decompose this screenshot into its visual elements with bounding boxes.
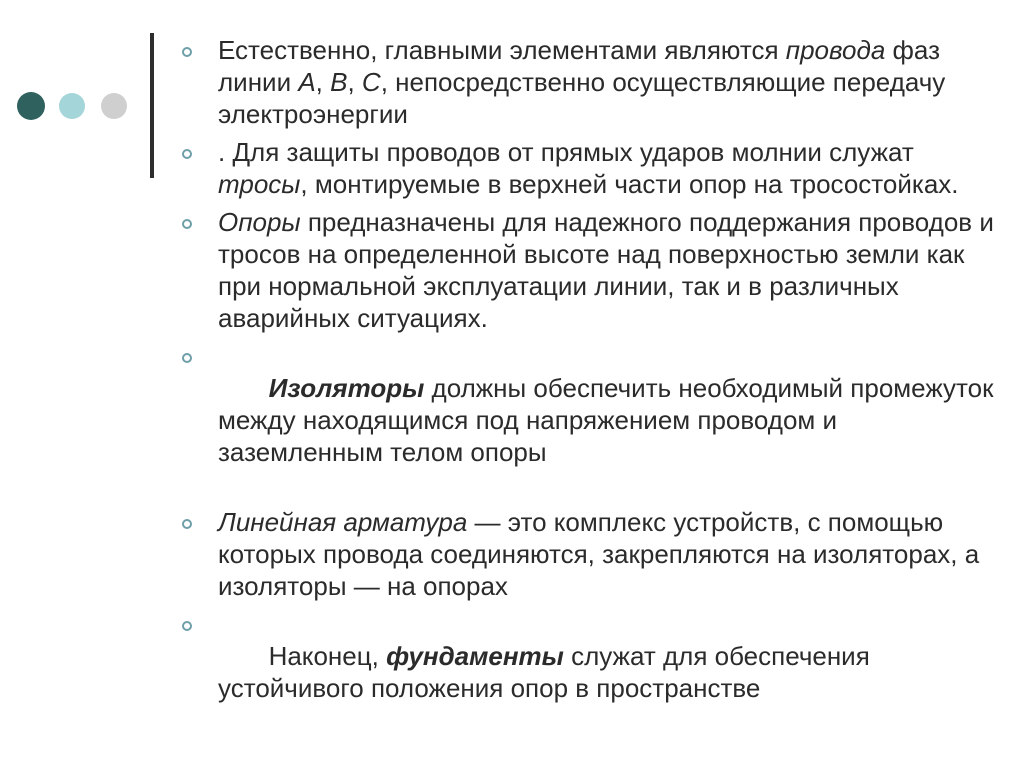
bullet-text: Наконец, фундаменты служат для обеспечения устойчивого положения опор в пространстве bbox=[218, 641, 878, 703]
bullet-text: Изоляторы должны обеспечить необходимый промежуток между находящимся под напряжением проводом и заземленным телом опоры bbox=[218, 373, 1001, 467]
bullet-item bbox=[218, 608, 998, 736]
bullet-item bbox=[218, 34, 998, 130]
bullet-ring-icon bbox=[182, 149, 192, 159]
bullet-list bbox=[218, 34, 1001, 742]
bullet-item bbox=[218, 340, 1001, 500]
bullet-text: Опоры предназначены для надежного поддержания проводов и тросов на определенной высоте над поверхностью земли как при нормальной эксплуатации линии, так и в различных аварийных ситуациях. bbox=[218, 207, 994, 333]
bullet-ring-icon bbox=[182, 47, 192, 57]
decor-dot-light bbox=[59, 93, 85, 119]
bullet-item bbox=[218, 206, 998, 334]
decor-vertical-line bbox=[150, 33, 154, 178]
bullet-text: Линейная арматура — это комплекс устройств, с помощью которых провода соединяются, закрепляются на изоляторах, а изоляторы — на опорах bbox=[218, 507, 980, 601]
bullet-ring-icon bbox=[182, 219, 192, 229]
decor-dot-dark bbox=[17, 92, 45, 120]
bullet-ring-icon bbox=[182, 353, 192, 363]
bullet-item bbox=[218, 136, 998, 200]
bullet-ring-icon bbox=[182, 519, 192, 529]
bullet-item bbox=[218, 506, 998, 602]
bullet-text: . Для защиты проводов от прямых ударов молнии служат тросы, монтируемые в верхней части опор на тросостойках. bbox=[218, 137, 959, 199]
bullet-text: Естественно, главными элементами являются провода фаз линии A, B, C, непосредственно осуществляющие передачу электроэнергии bbox=[218, 35, 946, 129]
bullet-ring-icon bbox=[182, 621, 192, 631]
decor-dot-gray bbox=[101, 93, 127, 119]
